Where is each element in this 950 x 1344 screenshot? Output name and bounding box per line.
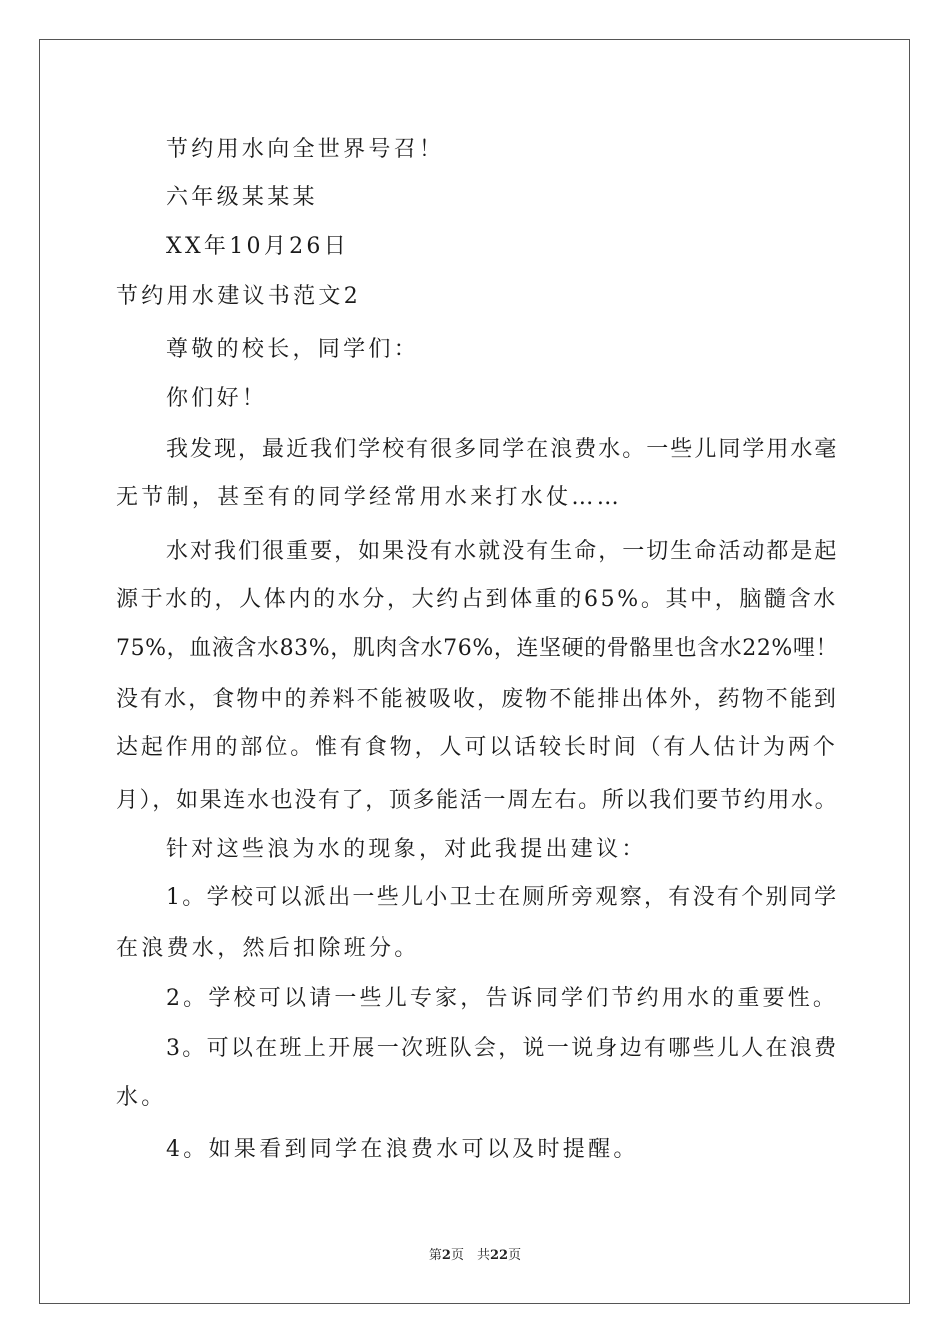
footer-suffix: 页 xyxy=(508,1248,522,1263)
list-item: 4。如果看到同学在浪费水可以及时提醒。 xyxy=(166,1137,639,1162)
paragraph-line: 75%，血液含水83%，肌肉含水76%，连坚硬的骨骼里也含水22%哩！ xyxy=(116,636,839,661)
paragraph-line: 无节制，甚至有的同学经常用水来打水仗…… xyxy=(116,485,623,510)
paragraph-line: 没有水，食物中的养料不能被吸收，废物不能排出体外，药物不能到 xyxy=(116,687,839,712)
salutation: 尊敬的校长，同学们： xyxy=(166,337,420,362)
closing-appeal: 节约用水向全世界号召！ xyxy=(166,137,445,162)
page-border xyxy=(39,39,910,1304)
list-item: 3。可以在班上开展一次班队会，说一说身边有哪些儿人在浪费 xyxy=(166,1036,839,1061)
footer-prefix: 第 xyxy=(428,1248,442,1263)
section-title: 节约用水建议书范文2 xyxy=(116,284,361,309)
list-item-continued: 在浪费水，然后扣除班分。 xyxy=(116,936,420,961)
total-page-number: 22 xyxy=(489,1248,509,1263)
signature-date: XX年10月26日 xyxy=(166,234,350,259)
signature-author: 六年级某某某 xyxy=(166,185,318,210)
paragraph-line: 达起作用的部位。惟有食物，人可以话较长时间（有人估计为两个 xyxy=(116,735,838,760)
list-item: 1。学校可以派出一些儿小卫士在厕所旁观察，有没有个别同学 xyxy=(166,885,839,910)
paragraph-line: 我发现，最近我们学校有很多同学在浪费水。一些儿同学用水毫 xyxy=(166,437,839,462)
paragraph-line: 针对这些浪为水的现象，对此我提出建议： xyxy=(166,837,647,862)
list-item: 2。学校可以请一些儿专家，告诉同学们节约用水的重要性。 xyxy=(166,986,839,1011)
current-page-number: 2 xyxy=(441,1248,451,1263)
page-number-footer xyxy=(0,1247,950,1265)
paragraph-line: 水对我们很重要，如果没有水就没有生命，一切生命活动都是起 xyxy=(166,539,839,564)
paragraph-line: 源于水的，人体内的水分，大约占到体重的65%。其中，脑髓含水 xyxy=(116,587,838,612)
greeting: 你们好！ xyxy=(166,386,268,411)
list-item-continued: 水。 xyxy=(116,1085,167,1110)
paragraph-line: 月），如果连水也没有了，顶多能活一周左右。所以我们要节约用水。 xyxy=(116,788,839,813)
footer-middle: 页 共 xyxy=(450,1248,490,1263)
